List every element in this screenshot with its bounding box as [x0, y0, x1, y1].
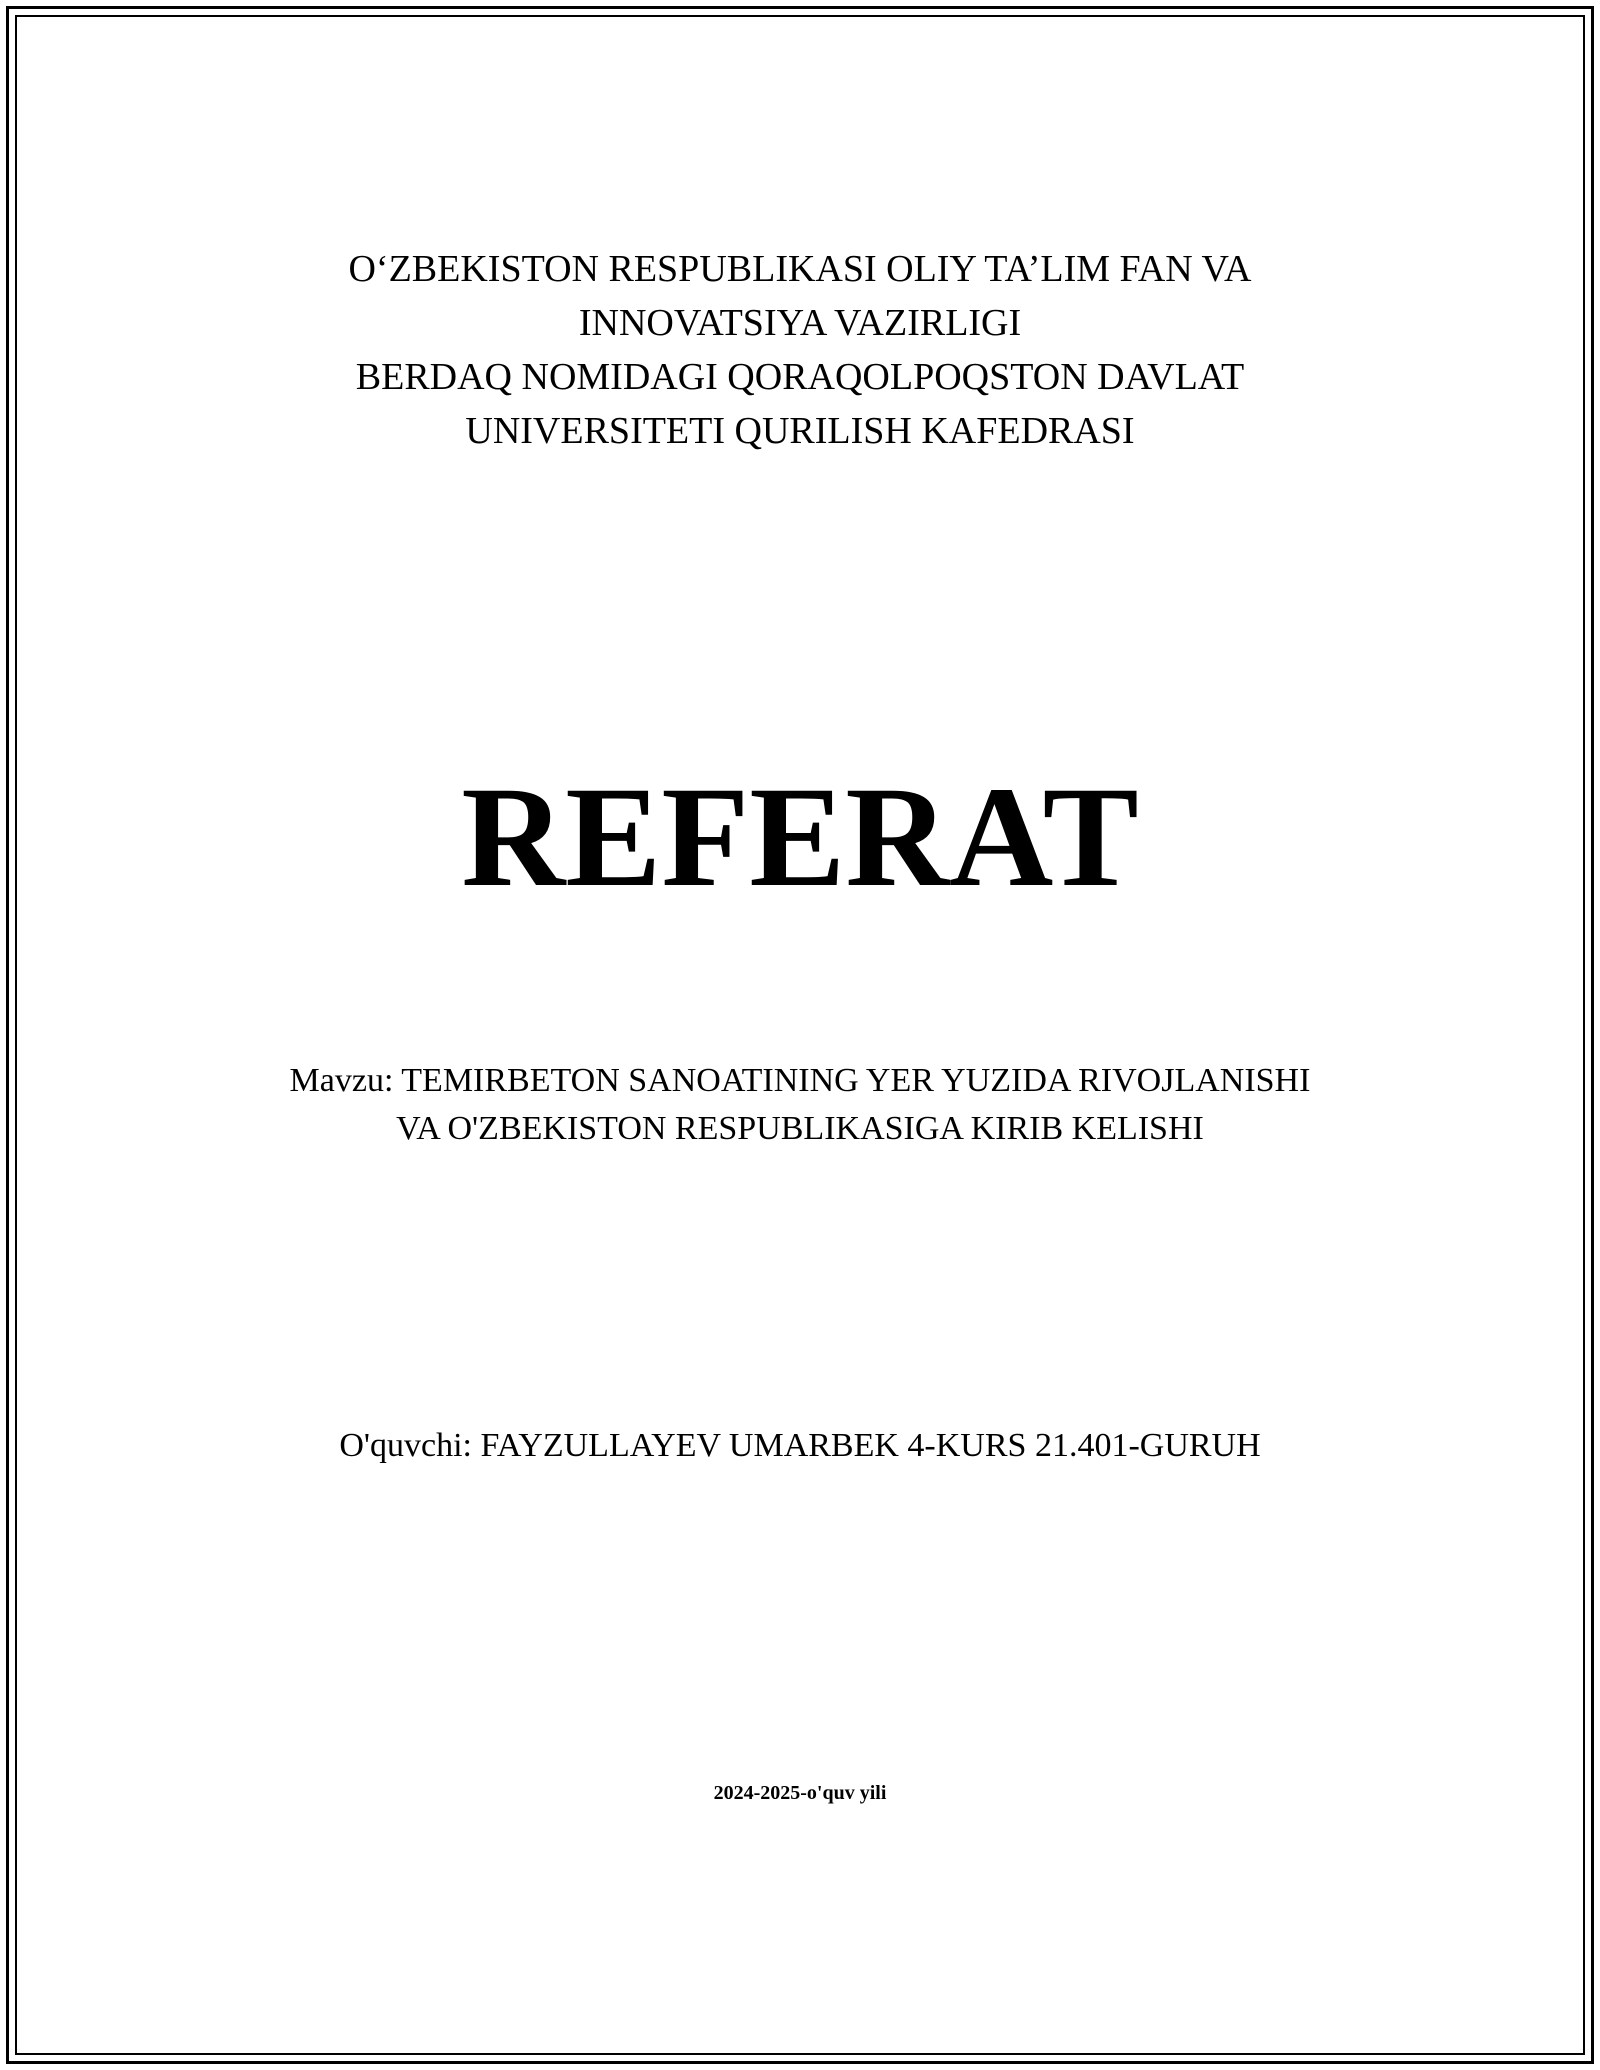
document-title: REFERAT: [461, 758, 1139, 917]
university-line-2: UNIVERSITETI QURILISH KAFEDRASI: [465, 410, 1135, 452]
topic-line-2: VA O'ZBEKISTON RESPUBLIKASIGA KIRIB KELISHI: [396, 1110, 1204, 1147]
ministry-line-1: O‘ZBEKISTON RESPUBLIKASI OLIY TA’LIM FAN VA: [348, 248, 1252, 290]
topic-line-1: Mavzu: TEMIRBETON SANOATINING YER YUZIDA RIVOJLANISHI: [289, 1062, 1311, 1099]
ministry-line-2: INNOVATSIYA VAZIRLIGI: [578, 302, 1022, 344]
student-info: O'quvchi: FAYZULLAYEV UMARBEK 4-KURS 21.401-GURUH: [339, 1427, 1261, 1464]
university-line-1: BERDAQ NOMIDAGI QORAQOLPOQSTON DAVLAT: [355, 356, 1245, 398]
academic-year: 2024-2025-o'quv yili: [713, 1782, 887, 1804]
